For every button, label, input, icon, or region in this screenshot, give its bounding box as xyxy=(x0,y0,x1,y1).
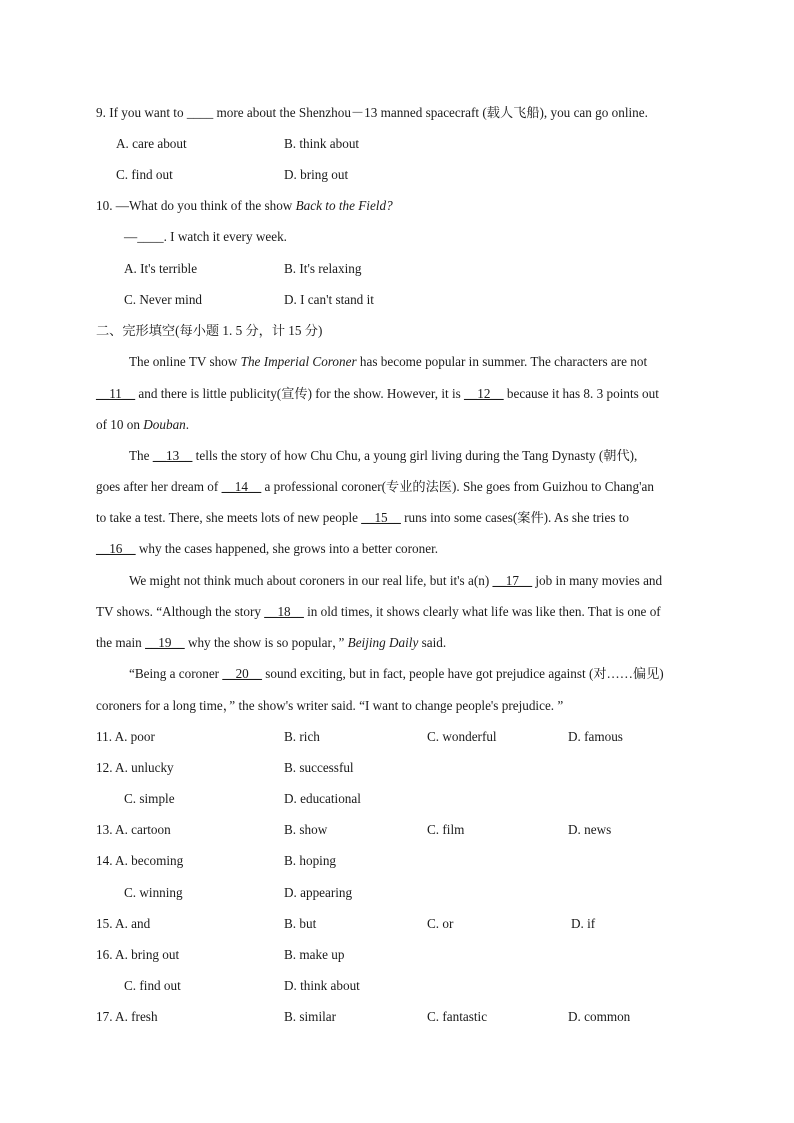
question-10-stem-text: 10. —What do you think of the show xyxy=(96,198,296,213)
passage-text: because it has 8. 3 points out xyxy=(503,386,659,401)
section-title: 二、完形填空(每小题 1. 5 分，计 15 分) xyxy=(96,323,323,338)
question-10-option-b: B. It's relaxing xyxy=(284,261,362,276)
question-9-option-b: B. think about xyxy=(284,136,360,151)
passage-text: job in many movies and xyxy=(532,573,663,588)
passage-p2-line2 xyxy=(96,479,654,495)
passage-text: “Being a coroner xyxy=(129,666,223,681)
blank-14: __14__ xyxy=(221,479,262,494)
passage-text: in old times, it shows clearly what life was like then. That is one of xyxy=(303,604,661,619)
question-16-option-a: 16. A. bring out xyxy=(96,947,180,962)
question-14-option-d: D. appearing xyxy=(284,885,353,900)
question-9-option-c: C. find out xyxy=(116,167,173,182)
passage-text: and there is little publicity(宣传) for the show. However, it is xyxy=(135,386,465,401)
passage-p3-line1 xyxy=(129,573,662,589)
blank-11: __11__ xyxy=(96,386,136,401)
passage-text: goes after her dream of xyxy=(96,479,222,494)
question-10-option-a: A. It's terrible xyxy=(124,261,198,276)
passage-text: said. xyxy=(418,635,447,650)
question-11-option-b: B. rich xyxy=(284,729,320,744)
question-14-option-c: C. winning xyxy=(124,885,183,900)
question-15-option-c: C. or xyxy=(427,916,454,931)
passage-text: has become popular in summer. The characters are not xyxy=(356,354,648,369)
passage-text: the main xyxy=(96,635,146,650)
question-11-option-d: D. famous xyxy=(568,729,623,744)
passage-text: a professional coroner(专业的法医). She goes from Guizhou to Chang'an xyxy=(261,479,654,494)
question-10-option-d: D. I can't stand it xyxy=(284,292,374,307)
question-15-option-b: B. but xyxy=(284,916,317,931)
passage-text: . xyxy=(185,417,190,432)
question-9-stem: 9. If you want to ____ more about the Shenzhou－13 manned spacecraft (载人飞船), you can go online. xyxy=(96,105,648,120)
blank-20: __20__ xyxy=(222,666,262,681)
passage-text: We might not think much about coroners in our real life, but it's a(n) xyxy=(129,573,493,588)
blank-12: __12__ xyxy=(464,386,504,401)
question-13-option-a: 13. A. cartoon xyxy=(96,822,171,837)
show-title: The Imperial Coroner xyxy=(240,354,357,369)
question-10-stem xyxy=(96,198,393,214)
passage-text: The xyxy=(129,448,153,463)
passage-p3-line2 xyxy=(96,604,661,620)
passage-p1-line1 xyxy=(129,354,647,370)
passage-text: of 10 on xyxy=(96,417,144,432)
blank-13: __13__ xyxy=(152,448,193,463)
question-14-option-a: 14. A. becoming xyxy=(96,853,184,868)
source-name: Beijing Daily xyxy=(347,635,419,650)
passage-text: TV shows. “Although the story xyxy=(96,604,265,619)
question-11-option-c: C. wonderful xyxy=(427,729,497,744)
question-10-reply: —____. I watch it every week. xyxy=(124,229,287,244)
question-13-option-c: C. film xyxy=(427,822,465,837)
passage-text: sound exciting, but in fact, people have got prejudice against (对……偏见) xyxy=(261,666,664,681)
blank-18: __18__ xyxy=(264,604,304,619)
question-12-option-b: B. successful xyxy=(284,760,354,775)
blank-16: __16__ xyxy=(96,541,136,556)
question-17-option-c: C. fantastic xyxy=(427,1009,488,1024)
passage-text: The online TV show xyxy=(129,354,241,369)
question-9-option-a: A. care about xyxy=(116,136,187,151)
source-name: Douban xyxy=(143,417,186,432)
passage-p1-line3 xyxy=(96,417,189,433)
passage-text: to take a test. There, she meets lots of new people xyxy=(96,510,362,525)
passage-p1-line2 xyxy=(96,386,659,402)
blank-19: __19__ xyxy=(145,635,185,650)
passage-p3-line3 xyxy=(96,635,446,651)
question-17-option-b: B. similar xyxy=(284,1009,337,1024)
question-16-option-c: C. find out xyxy=(124,978,181,993)
blank-15: __15__ xyxy=(361,510,401,525)
passage-p2-line3 xyxy=(96,510,629,526)
question-16-option-b: B. make up xyxy=(284,947,345,962)
passage-text: runs into some cases(案件). As she tries to xyxy=(400,510,630,525)
question-9-option-d: D. bring out xyxy=(284,167,349,182)
passage-text: why the cases happened, she grows into a better coroner. xyxy=(135,541,439,556)
passage-text: tells the story of how Chu Chu, a young girl living during the Tang Dynasty (朝代), xyxy=(192,448,638,463)
question-13-option-b: B. show xyxy=(284,822,328,837)
question-12-option-c: C. simple xyxy=(124,791,175,806)
question-15-option-a: 15. A. and xyxy=(96,916,151,931)
passage-p4-line2: coroners for a long time，” the show's writer said. “I want to change people's prejudice. ” xyxy=(96,698,564,713)
show-title: Back to the Field? xyxy=(295,198,393,213)
question-16-option-d: D. think about xyxy=(284,978,360,993)
passage-p2-line4 xyxy=(96,541,438,557)
question-15-option-d: D. if xyxy=(571,916,596,931)
question-11-option-a: 11. A. poor xyxy=(96,729,155,744)
question-12-option-d: D. educational xyxy=(284,791,361,806)
blank-17: __17__ xyxy=(492,573,533,588)
question-17-option-a: 17. A. fresh xyxy=(96,1009,158,1024)
passage-p2-line1 xyxy=(129,448,637,464)
question-12-option-a: 12. A. unlucky xyxy=(96,760,174,775)
question-14-option-b: B. hoping xyxy=(284,853,337,868)
question-10-option-c: C. Never mind xyxy=(124,292,203,307)
passage-text: why the show is so popular，” xyxy=(184,635,348,650)
passage-p4-line1 xyxy=(129,666,664,682)
question-17-option-d: D. common xyxy=(568,1009,631,1024)
question-13-option-d: D. news xyxy=(568,822,612,837)
